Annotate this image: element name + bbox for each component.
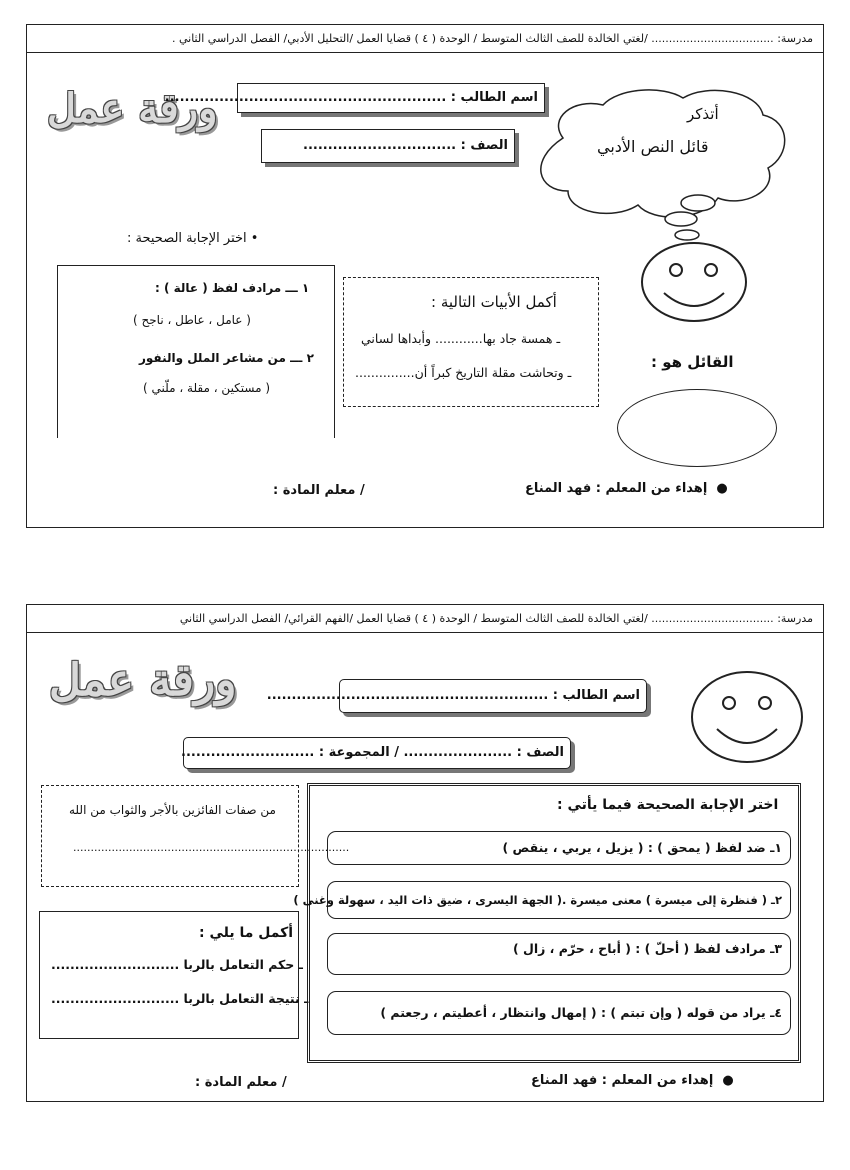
sheet2-header: [27, 605, 823, 633]
smiley-face-icon: [689, 669, 805, 765]
complete-item-1: ـ حكم التعامل بالربا ...........................: [51, 957, 303, 972]
verse-2: ـ وتحاشت مقلة التاريخ كبراً أن...............: [355, 365, 572, 380]
sheet1-header: [27, 25, 823, 53]
speaker-answer-oval[interactable]: [617, 389, 777, 467]
mcq-question-2[interactable]: ٢ـ ( فنظرة إلى ميسرة ) معنى ميسرة .( الجهة اليسرى ، ضيق ذات اليد ، سهولة وغنى ): [327, 881, 791, 919]
thought-cloud-icon: [523, 83, 793, 243]
bullet-icon: ●: [713, 1073, 734, 1088]
subject-teacher: / معلم المادة :: [195, 1075, 287, 1090]
question-1: ١ ـــ مرادف لفظ ( عالة ) :: [155, 281, 310, 295]
complete-verses-title: أكمل الأبيات التالية :: [431, 293, 557, 311]
traits-blank: ...............................................................................: [73, 841, 350, 854]
school-blank: ...................................: [651, 32, 774, 45]
smiley-face-icon: [639, 241, 749, 323]
school-blank: ...................................: [651, 612, 774, 625]
question-2-options: ( مستكين ، مقلة ، ملّني ): [143, 381, 271, 395]
traits-box: [41, 785, 299, 887]
class-field[interactable]: الصف : ...............................: [261, 129, 515, 163]
mcq-question-4[interactable]: ٤ـ يراد من قوله ( وإن تبتم ) : ( إمهال وانتظار ، أعطيتم ، رجعتم ): [327, 991, 791, 1035]
traits-text: من صفات الفائزين بالأجر والثواب من الله: [69, 803, 276, 817]
worksheet-title: ورقة عمل: [49, 655, 237, 706]
mcq-title: اختر الإجابة الصحيحة فيما يأتي :: [557, 797, 779, 813]
worksheet-title: ورقة عمل: [47, 85, 218, 132]
question-1-options: ( عامل ، عاطل ، ناجح ): [133, 313, 251, 327]
teacher-gift: ● إهداء من المعلم : فهد المناع: [531, 1073, 734, 1088]
complete-title: أكمل ما يلي :: [199, 925, 294, 941]
choose-title: • اختر الإجابة الصحيحة :: [127, 231, 259, 246]
mcq-question-3[interactable]: ٣ـ مرادف لفظ ( أحلّ ) : ( أباح ، حرّم ، زال ): [327, 933, 791, 975]
teacher-gift: ● إهداء من المعلم : فهد المناع: [525, 481, 728, 496]
subject-teacher: / معلم المادة :: [273, 483, 365, 498]
course-info: /لغتي الخالدة للصف الثالث المتوسط / الوحدة ( ٤ ) قضايا العمل /التحليل الأدبي/ الفصل الدراسي الثاني .: [171, 32, 648, 45]
student-name-field[interactable]: اسم الطالب : .........................................................: [339, 679, 647, 713]
cloud-line-2: قائل النص الأدبي: [597, 137, 709, 156]
school-label: مدرسة:: [777, 32, 813, 45]
student-name-field[interactable]: اسم الطالب : .........................................................: [237, 83, 545, 113]
worksheet-2: [26, 604, 824, 1102]
class-group-field[interactable]: الصف : ...................... / المجموعة : ...........................: [183, 737, 571, 769]
complete-item-2: ـ نتيجة التعامل بالربا ...........................: [51, 991, 309, 1006]
speaker-label: القائل هو :: [651, 353, 734, 371]
question-2: ٢ ـــ من مشاعر الملل والنفور: [139, 351, 314, 365]
cloud-line-1: أتذكر: [687, 105, 719, 123]
worksheet-1: [26, 24, 824, 528]
school-label: مدرسة:: [777, 612, 813, 625]
verse-1: ـ همسة جاد بها............ وأبداها لساني: [361, 331, 561, 346]
mcq-question-1[interactable]: ١ـ ضد لفظ ( يمحق ) : ( يزيل ، يربي ، ينقص ): [327, 831, 791, 865]
bullet-icon: ●: [707, 481, 728, 496]
course-info: /لغتي الخالدة للصف الثالث المتوسط / الوحدة ( ٤ ) قضايا العمل /الفهم القرائي/ الفصل الدراسي الثاني: [179, 612, 648, 625]
